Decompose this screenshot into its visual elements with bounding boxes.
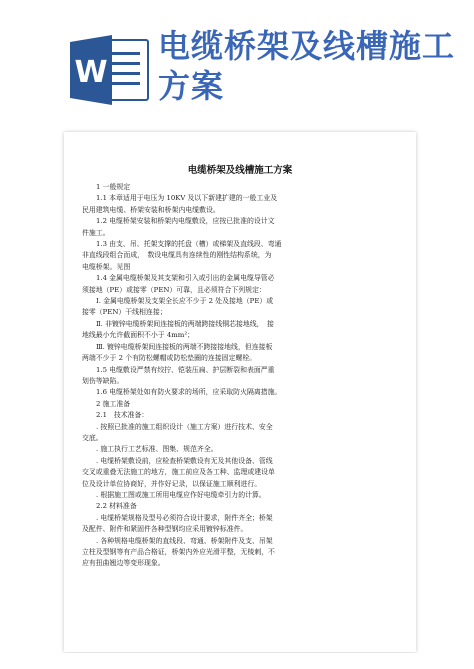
- document-line: 应有扭曲翘边等变形现象。: [82, 559, 165, 568]
- document-line: 2 施工准备: [96, 399, 131, 408]
- document-line: 1.5 电缆敷设严禁有绞拧、铠装压扁、护层断裂和表面严重: [96, 365, 275, 374]
- document-page: [64, 132, 416, 652]
- document-line: 1.4 金属电缆桥架及其支架和引入或引出的金属电缆导管必: [96, 274, 275, 283]
- document-line: 民用建筑电缆、桥架安装和桥架内电缆敷设。: [82, 205, 220, 214]
- document-line: 1.3 由支、吊、托架支撑的托盘（槽）或梯架及直线段、弯通: [96, 240, 282, 249]
- document-line: . 各种规格电缆桥架的直线段、弯通、桥架附件及支、吊架: [96, 536, 273, 545]
- document-line: 交叉或重叠无法施工的地方，施工前应及各工种、监理或建设单: [82, 468, 275, 477]
- document-line: 及配件、附件和紧固件各种型钢均应采用镀锌标准件。: [82, 525, 248, 534]
- document-line: . 施工执行工艺标准、图集、规范齐全。: [96, 445, 218, 454]
- document-line: 须接地（PE）或接零（PEN）可靠，且必须符合下列规定：: [82, 285, 266, 294]
- document-line: Ⅰ. 金属电缆桥架及支架全长应不少于 2 处及接地（PE）或: [96, 297, 274, 306]
- document-line: 位及设计单位协商好，并作好记录，以保证施工顺利进行。: [82, 479, 262, 488]
- document-line: 1 一般规定: [96, 183, 131, 191]
- document-line: 划伤等缺陷。: [82, 376, 124, 385]
- banner: [0, 0, 474, 120]
- document-line: 2.2 材料准备: [96, 502, 137, 511]
- document-line: 两端不少于 2 个有防松螺帽或防松垫圈的连接固定螺栓。: [82, 354, 257, 363]
- document-line: 1.1 本章适用于电压为 10KV 及以下新建扩建的一般工业及: [96, 194, 278, 203]
- document-line: 接零（PEN）干线相连接；: [82, 308, 167, 317]
- document-line: 2.1 技术准备：: [96, 411, 149, 420]
- document-line: Ⅲ. 镀锌电缆桥架间连接板的两端不跨接接地线，但连接板: [96, 342, 273, 351]
- document-line: 立柱及型钢等有产品合格证，桥架内外应光滑平整，无棱刺，不: [82, 548, 275, 556]
- document-line: 非直线段组合而成， 数设电缆具有连续性的刚性结构系统，为: [82, 251, 272, 260]
- document-title: 电缆桥架及线槽施工方案: [187, 165, 293, 176]
- document-line: . 按照已批准的施工组织设计（施工方案）进行技术、安全: [96, 422, 273, 431]
- bottom-strip: [0, 653, 474, 669]
- word-document-icon: [66, 32, 152, 108]
- document-line: 1.2 电缆桥架安装和桥架内电缆敷设，应按已批准的设计文: [96, 217, 275, 226]
- document-line: . 电缆桥架规格及型号必须符合设计要求，附件齐全；桥架: [96, 513, 273, 522]
- document-line: 1.6 电缆桥架处如有防火要求的场所，应采取防火隔离措施。: [96, 388, 282, 397]
- document-line: . 根据施工图或施工所用电缆应作好电缆牵引力的计算。: [96, 490, 266, 499]
- document-body: [82, 182, 398, 570]
- document-line: 电缆桥架。见图: [82, 262, 131, 271]
- document-line: . 电缆桥架敷设前，应检查桥架敷设有无及其他设备、管线: [96, 456, 273, 465]
- document-line: Ⅱ. 非镀锌电缆桥架间连接板的两端跨接线铜芯接地线， 接: [96, 319, 274, 328]
- document-line: 件施工。: [82, 228, 110, 237]
- banner-title: 电缆桥架及线槽施工方案: [158, 27, 456, 105]
- document-line: 交底。: [82, 433, 103, 442]
- document-line: 地线最小允许截面积不小于 4mm²；: [82, 331, 194, 340]
- word-logo-letter: W: [74, 55, 108, 90]
